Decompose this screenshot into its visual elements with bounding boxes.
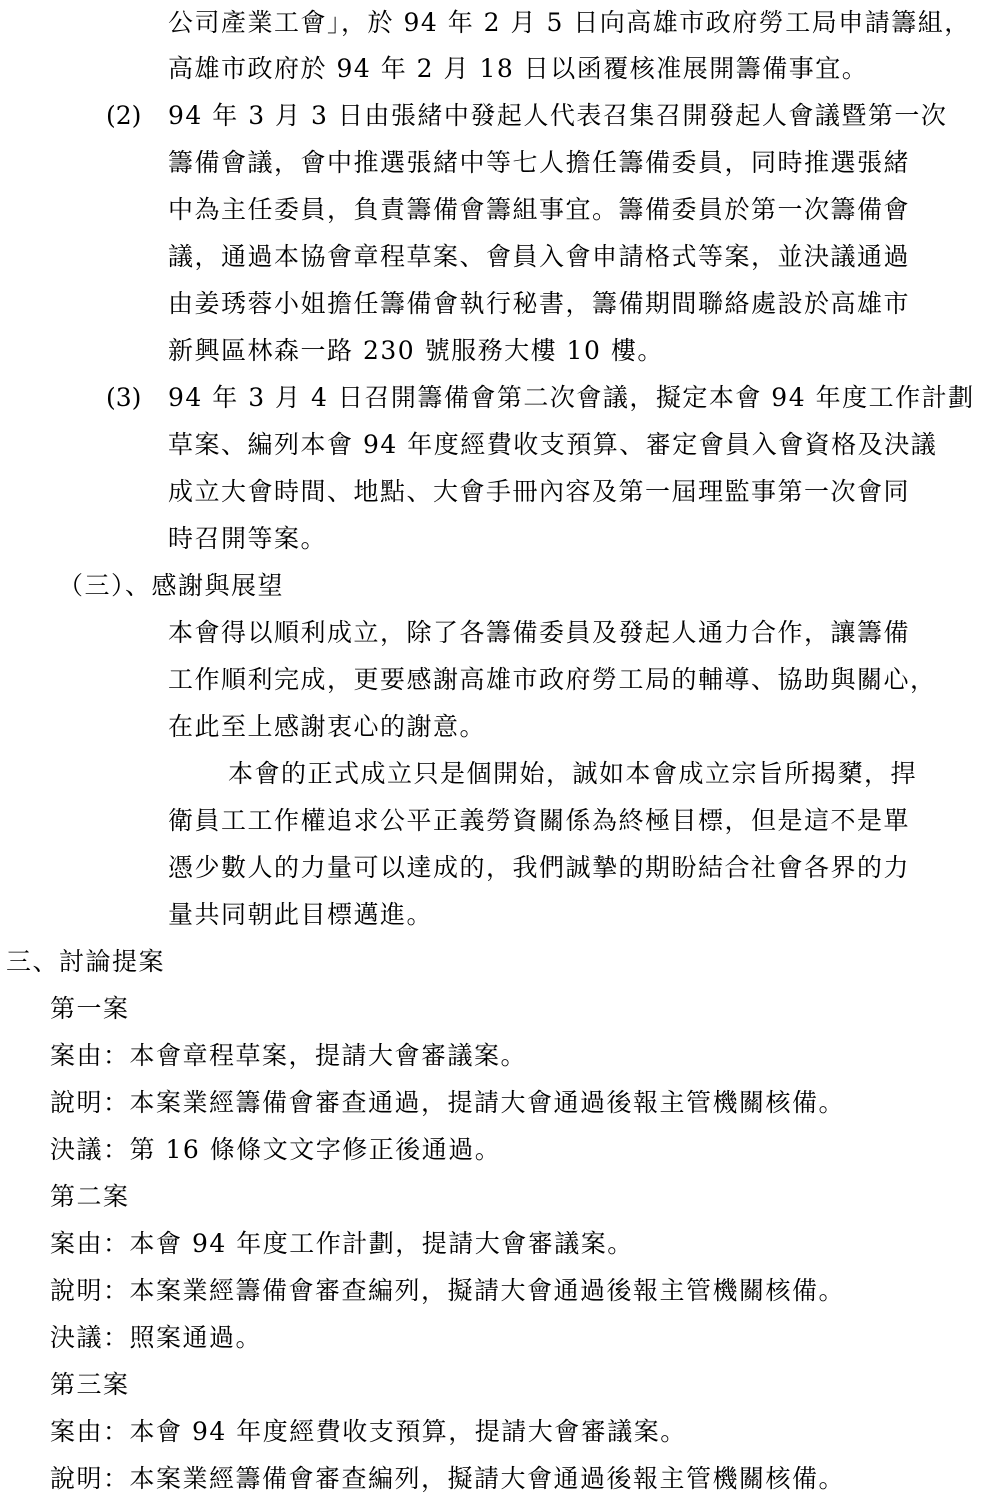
item2-line: 94 年 3 月 3 日由張緒中發起人代表召集召開發起人會議暨第一次 <box>168 101 948 130</box>
case-resolution: 決議：照案通過。 <box>50 1323 263 1352</box>
item1-continuation-line: 高雄市政府於 94 年 2 月 18 日以函覆核准展開籌備事宜。 <box>168 54 869 83</box>
thanks-para2-line: 量共同朝此目標邁進。 <box>168 900 434 929</box>
case-reason: 案由：本會 94 年度工作計劃，提請大會審議案。 <box>50 1229 634 1258</box>
item3-line: 94 年 3 月 4 日召開籌備會第二次會議，擬定本會 94 年度工作計劃 <box>168 383 975 412</box>
thanks-para2-line: 衛員工工作權追求公平正義勞資關係為終極目標，但是這不是單 <box>168 806 911 835</box>
case-title: 第三案 <box>50 1370 130 1399</box>
case-explain: 說明：本案業經籌備會審查通過，提請大會通過後報主管機關核備。 <box>50 1088 846 1117</box>
item1-continuation-line: 公司產業工會」，於 94 年 2 月 5 日向高雄市政府勞工局申請籌組， <box>168 8 971 37</box>
item3-marker: (3) <box>106 383 142 412</box>
item2-line: 中為主任委員，負責籌備會籌組事宜。籌備委員於第一次籌備會 <box>168 195 911 224</box>
thanks-para1-line: 工作順利完成，更要感謝高雄市政府勞工局的輔導、協助與關心， <box>168 665 937 694</box>
case-reason: 案由：本會章程草案，提請大會審議案。 <box>50 1041 528 1070</box>
item2-line: 新興區林森一路 230 號服務大樓 10 樓。 <box>168 336 664 365</box>
case-resolution: 決議：第 16 條條文文字修正後通過。 <box>50 1135 502 1164</box>
case-explain: 說明：本案業經籌備會審查編列，擬請大會通過後報主管機關核備。 <box>50 1276 846 1305</box>
item2-line: 籌備會議，會中推選張緒中等七人擔任籌備委員，同時推選張緒 <box>168 148 911 177</box>
case-title: 第一案 <box>50 994 130 1023</box>
case-explain: 說明：本案業經籌備會審查編列，擬請大會通過後報主管機關核備。 <box>50 1464 846 1493</box>
item2-line: 由姜琇蓉小姐擔任籌備會執行秘書，籌備期間聯絡處設於高雄市 <box>168 289 911 318</box>
item2-line: 議，通過本協會章程草案、會員入會申請格式等案，並決議通過 <box>168 242 911 271</box>
item2-marker: (2) <box>106 101 142 130</box>
thanks-para2-line: 憑少數人的力量可以達成的，我們誠摯的期盼結合社會各界的力 <box>168 853 911 882</box>
case-title: 第二案 <box>50 1182 130 1211</box>
discussion-heading: 三、討論提案 <box>6 947 166 976</box>
thanks-para1-line: 本會得以順利成立，除了各籌備委員及發起人通力合作，讓籌備 <box>168 618 911 647</box>
thanks-para1-line: 在此至上感謝衷心的謝意。 <box>168 712 487 741</box>
thanks-para2-line: 本會的正式成立只是個開始，誠如本會成立宗旨所揭櫫，捍 <box>228 759 918 788</box>
section-thanks-heading: （三）、感謝與展望 <box>58 571 285 600</box>
item3-line: 草案、編列本會 94 年度經費收支預算、審定會員入會資格及決議 <box>168 430 938 459</box>
item3-line: 時召開等案。 <box>168 524 328 553</box>
item3-line: 成立大會時間、地點、大會手冊內容及第一屆理監事第一次會同 <box>168 477 911 506</box>
case-reason: 案由：本會 94 年度經費收支預算，提請大會審議案。 <box>50 1417 687 1446</box>
